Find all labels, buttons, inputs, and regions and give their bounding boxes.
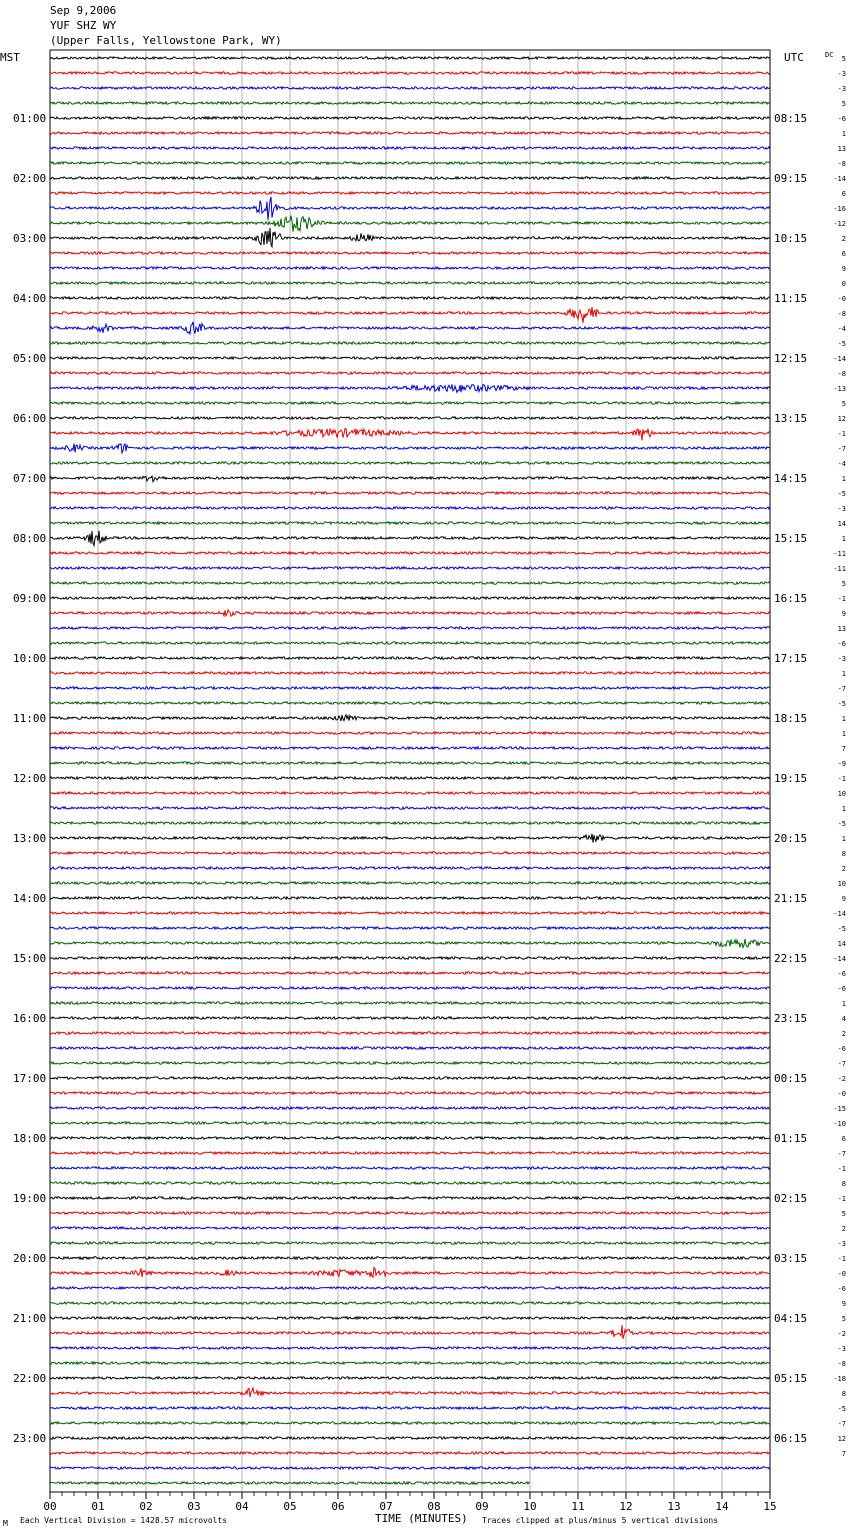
dc-offset-label: 6 [841, 190, 846, 198]
x-tick-label: 13 [667, 1500, 681, 1513]
dc-offset-label: -3 [837, 1345, 846, 1353]
dc-offset-label: 5 [841, 55, 846, 63]
utc-hour-labels [774, 112, 807, 1445]
dc-offset-label: 1 [841, 1000, 846, 1008]
seismic-trace [50, 1047, 770, 1049]
dc-offset-label: 5 [841, 400, 846, 408]
seismic-trace [50, 357, 770, 359]
dc-offset-label: -1 [837, 1165, 846, 1173]
dc-offset-label: -5 [837, 820, 846, 828]
seismic-trace [50, 492, 770, 494]
utc-hour-label: 10:15 [774, 232, 808, 245]
dc-offset-label: -14 [833, 955, 846, 963]
utc-hour-label: 02:15 [774, 1192, 808, 1205]
station-code: YUF SHZ WY [50, 19, 117, 32]
utc-hour-label: 21:15 [774, 892, 808, 905]
seismic-trace [50, 792, 770, 794]
dc-offset-label: -6 [837, 1285, 846, 1293]
dc-offset-label: -16 [833, 205, 846, 213]
mst-hour-label: 08:00 [13, 532, 47, 545]
dc-offset-label: 8 [841, 1390, 846, 1398]
dc-offset-label: -6 [837, 985, 846, 993]
dc-offset-label: -8 [837, 310, 846, 318]
x-tick-label: 02 [139, 1500, 153, 1513]
utc-hour-label: 23:15 [774, 1012, 808, 1025]
dc-offset-label: 14 [837, 520, 846, 528]
seismic-trace [50, 867, 770, 869]
dc-offset-label: 10 [837, 880, 846, 888]
scale-note: Each Vertical Division = 1428.57 microvolts [20, 1516, 228, 1525]
x-tick-label: 11 [571, 1500, 585, 1513]
seismic-trace [50, 972, 770, 974]
dc-offset-label: -5 [837, 490, 846, 498]
mst-hour-label: 05:00 [13, 352, 47, 365]
dc-offset-label: -4 [837, 460, 846, 468]
dc-offset-label: -5 [837, 1405, 846, 1413]
dc-offset-label: -3 [837, 505, 846, 513]
dc-offset-label: 1 [841, 805, 846, 813]
seismic-trace [50, 216, 770, 232]
seismic-trace [50, 762, 770, 764]
dc-offset-label: -0 [837, 295, 846, 303]
mst-hour-label: 19:00 [13, 1192, 47, 1205]
dc-offset-label: -14 [833, 175, 846, 183]
seismic-trace [50, 402, 770, 404]
dc-offset-label: -11 [833, 550, 846, 558]
seismic-trace [50, 927, 770, 929]
x-tick-label: 12 [619, 1500, 633, 1513]
dc-offset-label: 12 [837, 415, 846, 423]
mst-hour-label: 14:00 [13, 892, 47, 905]
seismic-trace [50, 342, 770, 344]
seismic-trace [50, 117, 770, 119]
dc-offset-label: 14 [837, 940, 846, 948]
dc-offset-label: -12 [833, 220, 846, 228]
mst-hour-labels [13, 112, 46, 1445]
seismic-trace [50, 777, 770, 779]
utc-hour-label: 19:15 [774, 772, 808, 785]
seismic-trace [50, 1422, 770, 1424]
dc-offset-label: -8 [837, 160, 846, 168]
seismic-trace [50, 582, 770, 584]
dc-offset-label: -3 [837, 70, 846, 78]
dc-offset-label: 1 [841, 835, 846, 843]
seismic-trace [50, 322, 770, 334]
seismic-trace [50, 597, 770, 599]
utc-hour-label: 14:15 [774, 472, 808, 485]
seismic-trace [50, 715, 770, 721]
seismic-trace [50, 197, 770, 220]
dc-offset-label: 8 [841, 1180, 846, 1188]
mst-hour-label: 07:00 [13, 472, 47, 485]
utc-hour-label: 18:15 [774, 712, 808, 725]
seismic-trace [50, 1092, 770, 1094]
seismic-trace [50, 567, 770, 569]
seismic-trace [50, 1388, 770, 1397]
dc-offset-label: 9 [841, 1300, 846, 1308]
dc-offset-label: 1 [841, 670, 846, 678]
seismic-trace [50, 552, 770, 554]
dc-offset-label: 2 [841, 865, 846, 873]
dc-offset-label: -3 [837, 1240, 846, 1248]
dc-offset-label: -14 [833, 355, 846, 363]
dc-offset-label: -1 [837, 1255, 846, 1263]
mst-hour-label: 02:00 [13, 172, 47, 185]
seismic-trace [50, 912, 770, 914]
dc-offset-label: -6 [837, 1045, 846, 1053]
seismic-trace [50, 807, 770, 809]
seismic-trace [50, 1137, 770, 1139]
mst-hour-label: 06:00 [13, 412, 47, 425]
seismic-trace [50, 1325, 770, 1339]
seismic-trace [50, 1242, 770, 1244]
dc-offset-label: 7 [841, 745, 846, 753]
seismic-trace [50, 1347, 770, 1349]
mst-label: MST [0, 51, 20, 64]
seismic-trace [50, 1062, 770, 1064]
mst-hour-label: 22:00 [13, 1372, 47, 1385]
seismic-trace [50, 102, 770, 104]
seismic-trace [50, 429, 770, 441]
seismic-trace [50, 417, 770, 419]
utc-label: UTC [784, 51, 804, 64]
x-tick-label: 14 [715, 1500, 729, 1513]
seismic-trace [50, 1227, 770, 1229]
trace-layer [50, 57, 770, 1484]
x-axis-title: TIME (MINUTES) [375, 1512, 468, 1525]
dc-offset-label: 5 [841, 580, 846, 588]
dc-offset-label: 1 [841, 475, 846, 483]
dc-offset-label: 5 [841, 100, 846, 108]
dc-offset-labels [833, 55, 846, 1458]
seismic-trace [50, 1257, 770, 1259]
seismic-trace [50, 522, 770, 524]
seismic-trace [50, 1437, 770, 1439]
utc-hour-label: 11:15 [774, 292, 808, 305]
utc-hour-label: 04:15 [774, 1312, 808, 1325]
dc-offset-label: 12 [837, 1435, 846, 1443]
seismic-trace [50, 687, 770, 689]
dc-label: DC [825, 51, 834, 59]
dc-offset-label: -18 [833, 1375, 846, 1383]
x-tick-label: 15 [763, 1500, 777, 1513]
seismic-trace [50, 1107, 770, 1109]
x-tick-label: 00 [43, 1500, 57, 1513]
seismic-trace [50, 882, 770, 884]
dc-offset-label: -2 [837, 1330, 846, 1338]
mst-hour-label: 18:00 [13, 1132, 47, 1145]
dc-offset-label: -2 [837, 1075, 846, 1083]
mst-hour-label: 16:00 [13, 1012, 47, 1025]
seismic-trace [50, 672, 770, 674]
seismic-trace [50, 1268, 770, 1278]
x-tick-label: 07 [379, 1500, 393, 1513]
dc-offset-label: 6 [841, 250, 846, 258]
utc-hour-label: 00:15 [774, 1072, 808, 1085]
dc-offset-label: -6 [837, 640, 846, 648]
seismic-trace [50, 307, 770, 323]
seismic-trace [50, 1377, 770, 1379]
seismic-trace [50, 702, 770, 704]
dc-offset-label: -8 [837, 370, 846, 378]
utc-hour-label: 22:15 [774, 952, 808, 965]
dc-offset-label: -7 [837, 1150, 846, 1158]
mst-hour-label: 23:00 [13, 1432, 47, 1445]
seismic-trace [50, 1407, 770, 1409]
utc-hour-label: 15:15 [774, 532, 808, 545]
x-tick-label: 05 [283, 1500, 297, 1513]
seismic-trace [50, 1212, 770, 1214]
dc-offset-label: 2 [841, 1225, 846, 1233]
dc-offset-label: -3 [837, 655, 846, 663]
mst-hour-label: 21:00 [13, 1312, 47, 1325]
dc-offset-label: 1 [841, 130, 846, 138]
seismic-trace [50, 747, 770, 749]
seismic-trace [50, 627, 770, 629]
dc-offset-label: -7 [837, 1060, 846, 1068]
seismic-trace [50, 732, 770, 734]
dc-offset-label: -7 [837, 445, 846, 453]
seismic-trace [50, 1122, 770, 1124]
seismic-trace [50, 834, 770, 843]
seismic-trace [50, 1182, 770, 1184]
utc-hour-label: 01:15 [774, 1132, 808, 1145]
utc-hour-label: 20:15 [774, 832, 808, 845]
dc-offset-label: -11 [833, 565, 846, 573]
dc-offset-label: -8 [837, 1360, 846, 1368]
utc-hour-label: 05:15 [774, 1372, 808, 1385]
seismic-trace [50, 610, 770, 616]
seismic-trace [50, 822, 770, 824]
seismic-trace [50, 897, 770, 899]
x-tick-label: 03 [187, 1500, 201, 1513]
seismic-trace [50, 987, 770, 989]
seismic-trace [50, 531, 770, 546]
utc-hour-label: 08:15 [774, 112, 808, 125]
dc-offset-label: -5 [837, 700, 846, 708]
dc-offset-label: -5 [837, 340, 846, 348]
dc-offset-label: 4 [841, 1015, 846, 1023]
mst-hour-label: 03:00 [13, 232, 47, 245]
mst-hour-label: 10:00 [13, 652, 47, 665]
dc-offset-label: 1 [841, 730, 846, 738]
seismic-trace [50, 1032, 770, 1034]
dc-offset-label: 2 [841, 235, 846, 243]
dc-offset-label: -4 [837, 325, 846, 333]
dc-offset-label: -13 [833, 385, 846, 393]
dc-offset-label: -0 [837, 1090, 846, 1098]
seismic-trace [50, 1302, 770, 1304]
seismic-trace [50, 1452, 770, 1454]
seismic-trace [50, 282, 770, 284]
dc-offset-label: 10 [837, 790, 846, 798]
seismic-trace [50, 384, 770, 392]
mst-hour-label: 04:00 [13, 292, 47, 305]
x-tick-label: 09 [475, 1500, 489, 1513]
dc-offset-label: -14 [833, 910, 846, 918]
dc-offset-label: -9 [837, 760, 846, 768]
dc-offset-label: 1 [841, 535, 846, 543]
dc-offset-label: 13 [837, 145, 846, 153]
seismic-trace [50, 1167, 770, 1169]
utc-hour-label: 12:15 [774, 352, 808, 365]
mst-hour-label: 20:00 [13, 1252, 47, 1265]
seismic-trace [50, 939, 770, 948]
seismic-trace [50, 297, 770, 299]
utc-hour-label: 06:15 [774, 1432, 808, 1445]
seismic-trace [50, 462, 770, 464]
dc-offset-label: -7 [837, 685, 846, 693]
mst-hour-label: 13:00 [13, 832, 47, 845]
dc-offset-label: -5 [837, 925, 846, 933]
dc-offset-label: 13 [837, 625, 846, 633]
dc-offset-label: 2 [841, 1030, 846, 1038]
x-axis [43, 1492, 776, 1513]
dc-offset-label: 8 [841, 850, 846, 858]
seismic-trace [50, 57, 770, 59]
seismic-trace [50, 852, 770, 854]
x-tick-label: 08 [427, 1500, 441, 1513]
dc-offset-label: -1 [837, 1195, 846, 1203]
x-tick-label: 01 [91, 1500, 105, 1513]
seismic-trace [50, 72, 770, 74]
seismic-trace [50, 228, 770, 247]
dc-offset-label: 9 [841, 265, 846, 273]
dc-offset-label: -15 [833, 1105, 846, 1113]
dc-offset-label: 5 [841, 1210, 846, 1218]
seismic-trace [50, 177, 770, 179]
utc-hour-label: 17:15 [774, 652, 808, 665]
seismic-trace [50, 1467, 770, 1469]
seismic-trace [50, 657, 770, 659]
seismic-trace [50, 147, 770, 149]
dc-offset-label: 5 [841, 1315, 846, 1323]
mst-hour-label: 09:00 [13, 592, 47, 605]
dc-offset-label: -7 [837, 1420, 846, 1428]
seismic-trace [50, 252, 770, 254]
x-tick-label: 10 [523, 1500, 537, 1513]
seismic-trace [50, 372, 770, 374]
dc-offset-label: 9 [841, 610, 846, 618]
station-location: (Upper Falls, Yellowstone Park, WY) [50, 34, 282, 47]
seismic-trace [50, 957, 770, 959]
dc-offset-label: 0 [841, 280, 846, 288]
seismic-trace [50, 162, 770, 164]
dc-offset-label: 1 [841, 715, 846, 723]
seismic-trace [50, 1317, 770, 1319]
minute-gridlines [98, 50, 722, 1492]
dc-offset-label: -10 [833, 1120, 846, 1128]
seismic-trace [50, 1287, 770, 1289]
dc-offset-label: -0 [837, 1270, 846, 1278]
mst-hour-label: 11:00 [13, 712, 47, 725]
chart-date: Sep 9,2006 [50, 4, 117, 17]
corner-mark: M [3, 1519, 8, 1528]
seismic-trace [50, 267, 770, 269]
x-tick-label: 04 [235, 1500, 249, 1513]
dc-offset-label: -1 [837, 430, 846, 438]
dc-offset-label: 7 [841, 1450, 846, 1458]
seismic-trace [50, 1002, 770, 1004]
plot-frame [50, 50, 770, 1492]
utc-hour-label: 09:15 [774, 172, 808, 185]
dc-offset-label: -1 [837, 595, 846, 603]
seismic-trace [50, 507, 770, 509]
seismic-trace [50, 444, 770, 453]
dc-offset-label: 9 [841, 895, 846, 903]
seismic-trace [50, 1017, 770, 1019]
seismic-trace [50, 1362, 770, 1364]
seismic-trace [50, 1197, 770, 1199]
dc-offset-label: -6 [837, 115, 846, 123]
mst-hour-label: 01:00 [13, 112, 47, 125]
utc-hour-label: 16:15 [774, 592, 808, 605]
utc-hour-label: 13:15 [774, 412, 808, 425]
dc-offset-label: 6 [841, 1135, 846, 1143]
seismic-trace [50, 192, 770, 194]
utc-hour-label: 03:15 [774, 1252, 808, 1265]
dc-offset-label: -3 [837, 85, 846, 93]
seismic-trace [50, 87, 770, 89]
clip-note: Traces clipped at plus/minus 5 vertical divisions [482, 1516, 719, 1525]
mst-hour-label: 15:00 [13, 952, 47, 965]
x-tick-label: 06 [331, 1500, 345, 1513]
dc-offset-label: -1 [837, 775, 846, 783]
seismic-trace [50, 132, 770, 134]
seismic-trace [50, 476, 770, 482]
seismic-trace [50, 1152, 770, 1154]
mst-hour-label: 17:00 [13, 1072, 47, 1085]
dc-offset-label: -6 [837, 970, 846, 978]
seismic-trace [50, 642, 770, 644]
mst-hour-label: 12:00 [13, 772, 47, 785]
seismic-trace [50, 1077, 770, 1079]
